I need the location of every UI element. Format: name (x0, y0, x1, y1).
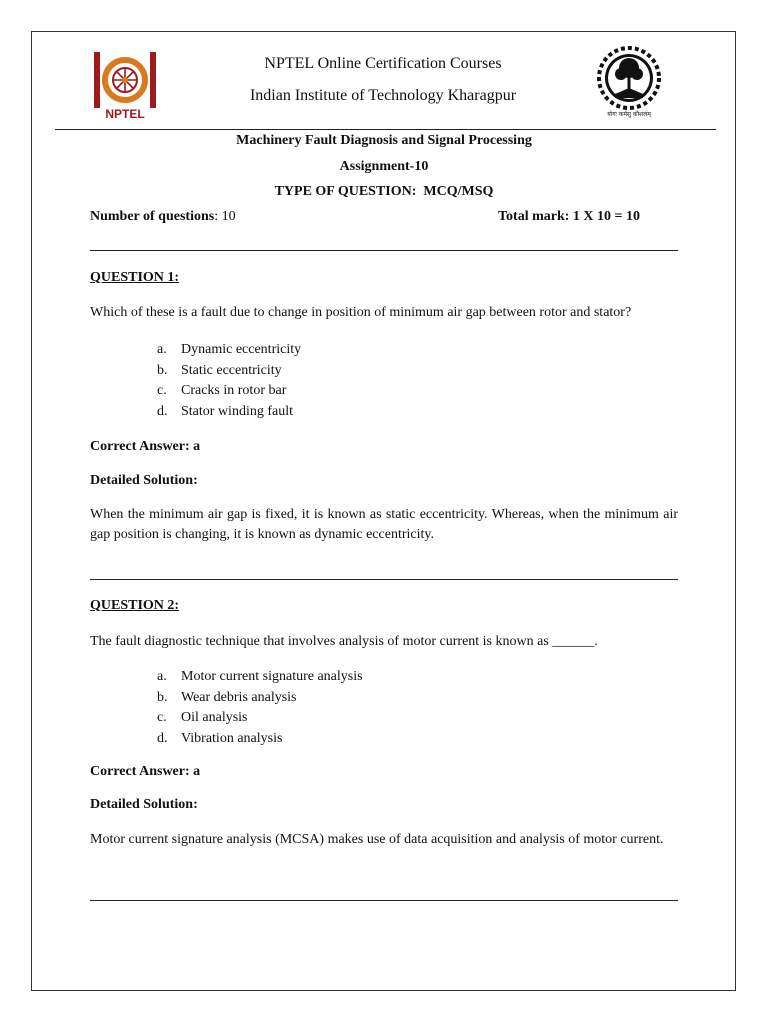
question-1-correct-answer: Correct Answer: a (90, 439, 201, 454)
question-1-option-b (157, 361, 301, 382)
question-1-solution-label: Detailed Solution: (90, 473, 198, 488)
option-label: c. (157, 710, 167, 725)
question-1-heading: QUESTION 1: (90, 270, 180, 285)
number-of-questions (90, 207, 236, 227)
question-1-solution: When the minimum air gap is fixed, it is known as static eccentricity. Whereas, when the minimum air gap position is changing, it is known as dynamic eccentricity. (90, 507, 678, 542)
number-of-questions-value: : 10 (214, 209, 236, 224)
option-label: b. (157, 689, 168, 705)
number-of-questions-label: Number of questions (90, 209, 215, 224)
question-2-option-c (157, 708, 363, 729)
question-2-solution: Motor current signature analysis (MCSA) makes use of data acquisition and analysis of motor current. (90, 832, 664, 847)
iit-kharagpur-logo (595, 46, 663, 122)
assignment-title: Assignment-10 (339, 159, 429, 174)
option-text: Vibration analysis (181, 730, 283, 746)
question-2-option-b (157, 688, 363, 709)
iit-seal-icon (595, 46, 663, 112)
question-2-solution-label: Detailed Solution: (90, 797, 198, 812)
option-text: Oil analysis (181, 710, 248, 725)
question-1-text: Which of these is a fault due to change in position of minimum air gap between rotor and stator? (90, 305, 632, 320)
option-label: a. (157, 342, 167, 357)
question-1-option-c (157, 381, 301, 402)
question-2-options (157, 667, 363, 749)
question-2-option-a (157, 667, 363, 688)
question-1-options (157, 340, 301, 422)
question-2-option-d (157, 729, 363, 750)
question-2-text: The fault diagnostic technique that involves analysis of motor current is known as ______. (90, 634, 598, 649)
option-label: d. (157, 730, 168, 746)
option-label: c. (157, 383, 167, 398)
header-title-line2: Indian Institute of Technology Kharagpur (249, 87, 517, 104)
header-title-line1: NPTEL Online Certification Courses (264, 55, 502, 72)
section-divider-2 (90, 579, 678, 580)
question-2-correct-answer: Correct Answer: a (90, 764, 201, 779)
question-2-heading: QUESTION 2: (90, 598, 180, 613)
option-label: b. (157, 362, 168, 378)
section-divider-3 (90, 900, 678, 901)
option-text: Wear debris analysis (181, 689, 297, 705)
option-text: Dynamic eccentricity (181, 342, 302, 357)
option-text: Stator winding fault (181, 403, 293, 419)
option-text: Motor current signature analysis (181, 669, 363, 684)
question-type: TYPE OF QUESTION: MCQ/MSQ (274, 184, 494, 199)
iit-logo-motto: योगः कर्मसु कौशलम् (607, 111, 651, 118)
total-mark: Total mark: 1 X 10 = 10 (498, 209, 641, 224)
nptel-logo (92, 52, 158, 122)
option-label: a. (157, 669, 167, 684)
option-text: Cracks in rotor bar (181, 383, 287, 398)
nptel-logo-text: NPTEL (105, 107, 145, 121)
question-1-option-a (157, 340, 301, 361)
question-1-option-d (157, 402, 301, 423)
section-divider-1 (90, 250, 678, 251)
course-name: Machinery Fault Diagnosis and Signal Processing (236, 133, 532, 148)
header-divider (55, 129, 716, 130)
option-text: Static eccentricity (181, 362, 282, 378)
option-label: d. (157, 403, 168, 419)
